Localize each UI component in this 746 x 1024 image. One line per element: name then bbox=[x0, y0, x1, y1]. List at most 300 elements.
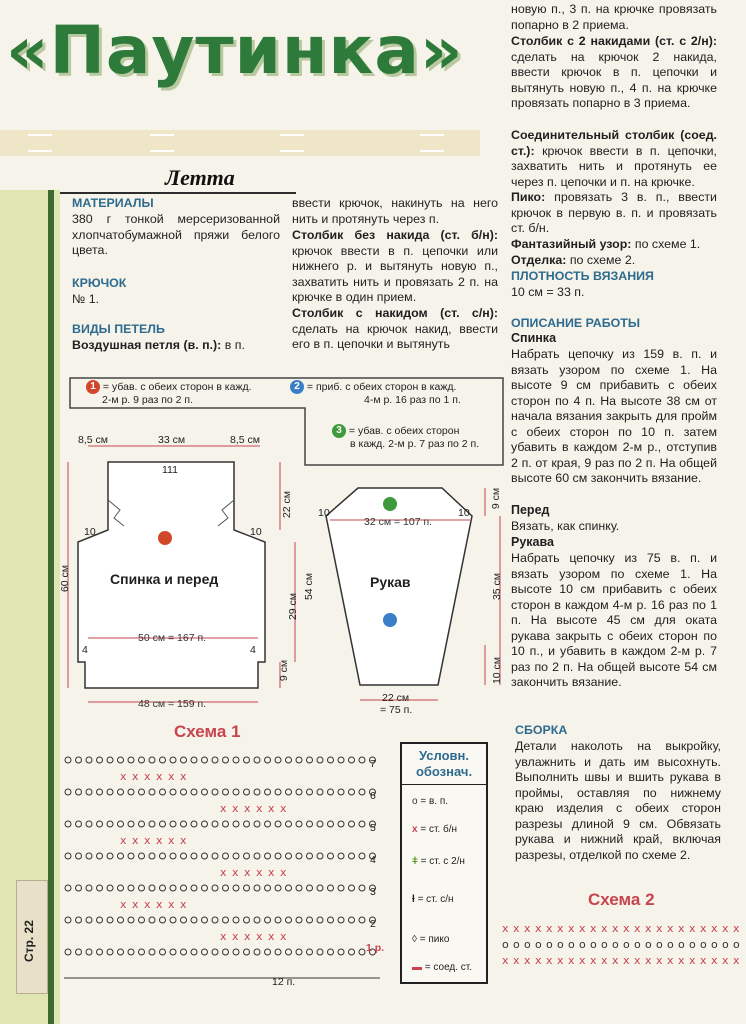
sc-stitch: x bbox=[280, 802, 287, 815]
schema2-stitch: x bbox=[689, 922, 696, 935]
schema2-stitch: x bbox=[601, 954, 608, 967]
chain-stitch bbox=[359, 821, 365, 827]
chain-stitch bbox=[202, 853, 208, 859]
sleeve-dim-22: 22 см bbox=[382, 692, 410, 704]
schema1-row-3: 3 bbox=[370, 886, 376, 898]
chain-stitch bbox=[328, 917, 334, 923]
chain-stitch bbox=[286, 853, 292, 859]
schema2-stitch: x bbox=[634, 922, 641, 935]
chain-stitch bbox=[160, 949, 166, 955]
chain-stitch bbox=[170, 885, 176, 891]
mid-p3-text: сделать на крючок накид, ввести его в п. цепочки и вытянуть bbox=[292, 321, 498, 351]
schema2-stitch: x bbox=[722, 922, 729, 935]
chain-stitch bbox=[223, 757, 229, 763]
sc-stitch: x bbox=[120, 834, 127, 847]
schema2-stitch: o bbox=[612, 938, 619, 951]
sc-stitch: x bbox=[132, 770, 139, 783]
legend-3-text: = убав. с обеих сторон bbox=[348, 424, 460, 437]
sc-stitch: x bbox=[156, 834, 163, 847]
chain-stitch bbox=[317, 853, 323, 859]
chain-stitch bbox=[181, 853, 187, 859]
schema2-stitch: o bbox=[700, 938, 707, 951]
schema2-stitch: x bbox=[678, 954, 685, 967]
chain-stitch bbox=[139, 821, 145, 827]
schema2-stitch: o bbox=[524, 938, 531, 951]
sc-stitch: x bbox=[232, 930, 239, 943]
schema1-row-1: 1 р. bbox=[366, 942, 385, 954]
chain-stitch bbox=[181, 917, 187, 923]
chain-stitch bbox=[254, 757, 260, 763]
chain-stitch bbox=[296, 789, 302, 795]
chain-stitch bbox=[160, 885, 166, 891]
back-front-label: Спинка и перед bbox=[110, 571, 219, 587]
chain-stitch bbox=[275, 949, 281, 955]
schema2-stitch: x bbox=[667, 954, 674, 967]
chain-stitch bbox=[223, 885, 229, 891]
chain-stitch bbox=[275, 757, 281, 763]
chain-stitch bbox=[328, 789, 334, 795]
chain-stitch bbox=[202, 949, 208, 955]
chain-stitch bbox=[97, 853, 103, 859]
author: Летта bbox=[165, 165, 235, 190]
chain-stitch bbox=[139, 757, 145, 763]
chain-stitch bbox=[254, 949, 260, 955]
schema2-stitch: x bbox=[568, 954, 575, 967]
chain-stitch bbox=[118, 789, 124, 795]
schema2-stitch: x bbox=[678, 922, 685, 935]
chain-stitch bbox=[359, 949, 365, 955]
schema2-stitch: x bbox=[645, 922, 652, 935]
legend-2b: 4-м р. 16 раз по 1 п. bbox=[364, 394, 461, 406]
chain-stitch bbox=[118, 885, 124, 891]
sc-stitch: x bbox=[244, 866, 251, 879]
chain-stitch bbox=[128, 885, 134, 891]
chain-stitch bbox=[128, 789, 134, 795]
chain-stitch bbox=[76, 949, 82, 955]
sc-stitch: x bbox=[232, 802, 239, 815]
sleeve-dim-75: = 75 п. bbox=[380, 704, 413, 716]
schema2-stitch: x bbox=[623, 954, 630, 967]
legend-3 bbox=[332, 424, 459, 438]
chain-stitch bbox=[328, 949, 334, 955]
density-text: 10 см = 33 п. bbox=[511, 285, 585, 299]
schema2-stitch: o bbox=[634, 938, 641, 951]
chain-stitch bbox=[349, 821, 355, 827]
schema2-stitch: x bbox=[601, 922, 608, 935]
sym-dc: ƚ = ст. с/н bbox=[412, 894, 454, 905]
chain-stitch bbox=[317, 757, 323, 763]
chain-stitch bbox=[233, 885, 239, 891]
schema1-chart bbox=[60, 748, 390, 988]
legend-1-text: = убав. с обеих сторон в кажд. bbox=[102, 380, 252, 393]
chain-stitch bbox=[128, 821, 134, 827]
schema2-title: Схема 2 bbox=[588, 890, 655, 909]
schema2-stitch: o bbox=[711, 938, 718, 951]
chain-stitch bbox=[307, 853, 313, 859]
chain-stitch bbox=[233, 821, 239, 827]
sc-stitch: x bbox=[244, 802, 251, 815]
mid-p3-bold: Столбик с накидом (ст. с/н): bbox=[292, 306, 498, 320]
chain-stitch bbox=[317, 885, 323, 891]
chain-stitch bbox=[338, 853, 344, 859]
chain-stitch bbox=[65, 917, 71, 923]
chain-stitch bbox=[286, 885, 292, 891]
schema2-stitch: x bbox=[634, 954, 641, 967]
chain-stitch bbox=[128, 853, 134, 859]
chain-stitch bbox=[160, 821, 166, 827]
chain-stitch bbox=[275, 917, 281, 923]
n4-left: 4 bbox=[82, 644, 88, 656]
chain-stitch bbox=[349, 917, 355, 923]
schema1-row-4: 4 bbox=[370, 854, 376, 866]
sym-chain-text: = в. п. bbox=[420, 796, 449, 807]
chain-stitch bbox=[233, 853, 239, 859]
chain-stitch bbox=[265, 917, 271, 923]
front-heading: Перед bbox=[511, 503, 550, 517]
schema2-stitch: x bbox=[546, 922, 553, 935]
schema2-stitch: x bbox=[524, 954, 531, 967]
chain-stitch bbox=[170, 853, 176, 859]
sleeve-n10-right: 10 bbox=[458, 507, 470, 519]
chain-stitch bbox=[149, 917, 155, 923]
chain-stitch bbox=[212, 789, 218, 795]
chain-stitch bbox=[349, 757, 355, 763]
sc-stitch: x bbox=[220, 866, 227, 879]
chain-stitch bbox=[65, 885, 71, 891]
back-text: Набрать цепочку из 159 в. п. и вязать узором по схеме 1. На высоте 9 см прибавить с обеих сторон по 4 п. На высоте 38 см от начала вязания закрыть для пройм с обеих сторон по 10 п. затем убавить в каждом 2-м р., отступив 2 п. от края, 9 раз по 2 п. На общей высоте 60 см закончить вязание. bbox=[511, 347, 717, 485]
sym-chain: o = в. п. bbox=[412, 796, 449, 807]
chain-stitch bbox=[254, 885, 260, 891]
chain-stitch bbox=[191, 917, 197, 923]
chain-stitch bbox=[191, 885, 197, 891]
chain-stitch bbox=[233, 789, 239, 795]
schema2-stitch: x bbox=[667, 922, 674, 935]
materials-heading: МАТЕРИАЛЫ bbox=[72, 196, 154, 210]
back-heading: Спинка bbox=[511, 331, 557, 345]
chain-stitch bbox=[212, 853, 218, 859]
dim-8-5-a: 8,5 см bbox=[78, 434, 108, 446]
chain-stitch bbox=[86, 917, 92, 923]
sc-stitch: x bbox=[280, 930, 287, 943]
chain-stitch bbox=[170, 949, 176, 955]
sc-stitch: x bbox=[256, 802, 263, 815]
dim-8-5-b: 8,5 см bbox=[230, 434, 260, 446]
sc-stitch: x bbox=[168, 770, 175, 783]
chain-stitch bbox=[97, 917, 103, 923]
right-p6-bold: Отделка: bbox=[511, 253, 567, 267]
schema1-title: Схема 1 bbox=[174, 722, 241, 741]
chain-stitch bbox=[349, 853, 355, 859]
schema2-stitch: o bbox=[689, 938, 696, 951]
schema2-stitch: x bbox=[733, 954, 740, 967]
schema2-stitch: x bbox=[711, 922, 718, 935]
schema1-row-7: 7 bbox=[370, 758, 376, 770]
sym-picot-text: = пико bbox=[419, 934, 450, 945]
schema2-stitch: x bbox=[700, 922, 707, 935]
work-heading: ОПИСАНИЕ РАБОТЫ bbox=[511, 316, 640, 330]
chain-stitch bbox=[212, 885, 218, 891]
chain-stitch bbox=[223, 821, 229, 827]
sc-stitch: x bbox=[132, 834, 139, 847]
chain-stitch bbox=[86, 885, 92, 891]
chain-stitch bbox=[97, 821, 103, 827]
chain-stitch bbox=[76, 757, 82, 763]
right-p2-bold: Столбик с 2 накидами (ст. с 2/н): bbox=[511, 34, 717, 48]
chain-stitch bbox=[307, 949, 313, 955]
n4-right: 4 bbox=[250, 644, 256, 656]
chain-stitch bbox=[244, 885, 250, 891]
chain-stitch bbox=[76, 885, 82, 891]
dim-50: 50 см = 167 п. bbox=[138, 632, 207, 644]
schema2-stitch: x bbox=[579, 954, 586, 967]
page-title: «Паутинка» bbox=[6, 12, 464, 89]
chain-stitch bbox=[265, 821, 271, 827]
chain-stitch bbox=[244, 853, 250, 859]
chain-stitch bbox=[359, 917, 365, 923]
chain-stitch bbox=[223, 789, 229, 795]
schema2-stitch: o bbox=[502, 938, 509, 951]
chain-stitch bbox=[149, 853, 155, 859]
sc-stitch: x bbox=[132, 898, 139, 911]
chain-stitch bbox=[65, 789, 71, 795]
chain-stitch bbox=[307, 885, 313, 891]
chain-stitch bbox=[233, 917, 239, 923]
chain-stitch bbox=[76, 789, 82, 795]
schema2-stitch: x bbox=[513, 922, 520, 935]
schema2-stitch: x bbox=[623, 922, 630, 935]
schema2-stitch: o bbox=[667, 938, 674, 951]
schema2-stitch: x bbox=[502, 922, 509, 935]
materials-text: 380 г тонкой мерсеризованной хлопчатобумажной пряжи белого цвета. bbox=[72, 212, 280, 257]
chain-stitch bbox=[359, 853, 365, 859]
chain-stitch bbox=[107, 917, 113, 923]
chain-stitch bbox=[286, 789, 292, 795]
sleeve-dim-10: 10 см bbox=[491, 656, 504, 685]
chain-stitch bbox=[223, 853, 229, 859]
chain-stitch bbox=[160, 853, 166, 859]
schema2-stitch: x bbox=[535, 922, 542, 935]
sym-dtr-text: = ст. с 2/н bbox=[420, 856, 465, 867]
legend-2-text: = приб. с обеих сторон в кажд. bbox=[306, 380, 457, 393]
chain-stitch bbox=[97, 885, 103, 891]
sc-stitch: x bbox=[168, 834, 175, 847]
chain-stitch bbox=[244, 821, 250, 827]
chain-stitch bbox=[65, 757, 71, 763]
chain-stitch bbox=[181, 757, 187, 763]
sym-dtr: ǂ = ст. с 2/н bbox=[412, 856, 465, 867]
chain-stitch bbox=[254, 821, 260, 827]
schema2-stitch: o bbox=[623, 938, 630, 951]
mid-p2-text: крючок ввести в п. цепочки или нижнего р. и вытянуть новую п., захватить нить и провязать 2 п. на крючке в один прием. bbox=[292, 243, 498, 304]
sc-stitch: x bbox=[268, 802, 275, 815]
sc-stitch: x bbox=[220, 802, 227, 815]
chain-stitch bbox=[118, 821, 124, 827]
chain-stitch bbox=[149, 885, 155, 891]
chain-stitch bbox=[149, 821, 155, 827]
chain-stitch bbox=[317, 949, 323, 955]
chain-stitch bbox=[170, 821, 176, 827]
mid-p2-bold: Столбик без накида (ст. б/н): bbox=[292, 228, 498, 242]
legend-3b: в кажд. 2-м р. 7 раз по 2 п. bbox=[350, 438, 480, 450]
chain-stitch bbox=[307, 917, 313, 923]
schema2-stitch: o bbox=[546, 938, 553, 951]
chain-stitch bbox=[191, 949, 197, 955]
chain-stitch bbox=[97, 949, 103, 955]
chain-stitch bbox=[317, 821, 323, 827]
chain-stitch bbox=[76, 853, 82, 859]
chain-stitch bbox=[65, 949, 71, 955]
schema2-stitch: x bbox=[711, 954, 718, 967]
schema2-stitch: o bbox=[535, 938, 542, 951]
assembly-text: Детали наколоть на выкройку, увлажнить и дать им высохнуть. Выполнить швы и вшить рукава в проймы, оставляя по нижнему краю изделия с обеих сторон разрезы длиной 9 см. Обвязать рукава и нижний край, включая разрезы, отделкой по схеме 2. bbox=[515, 739, 721, 862]
chain-stitch bbox=[170, 757, 176, 763]
assembly-heading: СБОРКА bbox=[515, 723, 568, 737]
symbols-legend bbox=[400, 742, 488, 984]
chain-stitch bbox=[328, 853, 334, 859]
right-p3-text: крючок ввести в п. цепочки, захватить нить и протянуть ее через п. цепочки и п. на крючке. bbox=[511, 143, 717, 189]
chain-stitch bbox=[359, 789, 365, 795]
sc-stitch: x bbox=[232, 866, 239, 879]
chain-stitch bbox=[244, 789, 250, 795]
chain-stitch bbox=[296, 757, 302, 763]
chain-stitch bbox=[338, 885, 344, 891]
chain-stitch bbox=[338, 917, 344, 923]
chain-stitch bbox=[317, 789, 323, 795]
dim-48: 48 см = 159 п. bbox=[138, 698, 207, 710]
chain-stitch bbox=[86, 789, 92, 795]
chain-stitch bbox=[212, 821, 218, 827]
sym-slst: ▬ = соед. ст. bbox=[412, 962, 473, 973]
chain-stitch bbox=[233, 757, 239, 763]
chain-stitch bbox=[296, 821, 302, 827]
chain-stitch bbox=[349, 789, 355, 795]
right-p6-text: по схеме 2. bbox=[569, 253, 636, 267]
hook-text: № 1. bbox=[72, 292, 100, 306]
right-p5-bold: Фантазийный узор: bbox=[511, 237, 632, 251]
schema2-stitch: x bbox=[656, 954, 663, 967]
chain-stitch bbox=[86, 853, 92, 859]
dim-33: 33 см bbox=[158, 434, 186, 446]
schema2-stitch: x bbox=[645, 954, 652, 967]
n10-left: 10 bbox=[84, 526, 96, 538]
marker-2-icon: 2 bbox=[290, 380, 304, 394]
chain-stitch bbox=[359, 885, 365, 891]
schema2-stitch: o bbox=[733, 938, 740, 951]
schema2-chart bbox=[498, 916, 742, 976]
schema2-stitch: x bbox=[568, 922, 575, 935]
chain-stitch bbox=[86, 949, 92, 955]
chain-stitch bbox=[275, 789, 281, 795]
schema2-stitch: x bbox=[557, 922, 564, 935]
chain-stitch bbox=[244, 949, 250, 955]
dim-60: 60 см bbox=[59, 564, 72, 593]
sc-stitch: x bbox=[220, 930, 227, 943]
chain-stitch bbox=[181, 821, 187, 827]
symbols-heading: Условн. обознач. bbox=[415, 748, 473, 779]
chain-stitch bbox=[265, 757, 271, 763]
schema2-stitch: x bbox=[502, 954, 509, 967]
chain-stitch bbox=[97, 789, 103, 795]
chain-stitch bbox=[286, 757, 292, 763]
front-text: Вязать, как спинку. bbox=[511, 519, 620, 533]
chain-stitch bbox=[107, 821, 113, 827]
chain-stitch bbox=[128, 949, 134, 955]
legend-2 bbox=[290, 380, 456, 394]
sleeve-dim-32: 32 см = 107 п. bbox=[364, 516, 433, 528]
sc-stitch: x bbox=[180, 898, 187, 911]
chain-stitch bbox=[118, 853, 124, 859]
chain-stitch bbox=[160, 917, 166, 923]
right-p5-text: по схеме 1. bbox=[634, 237, 701, 251]
chain-stitch bbox=[265, 789, 271, 795]
chain-stitch bbox=[233, 949, 239, 955]
marker-3-icon: 3 bbox=[332, 424, 346, 438]
hook-heading: КРЮЧОК bbox=[72, 276, 127, 290]
sym-picot: ◊ = пико bbox=[412, 934, 450, 945]
schema2-stitch: o bbox=[722, 938, 729, 951]
chain-stitch bbox=[338, 757, 344, 763]
chain-stitch bbox=[307, 757, 313, 763]
chain-stitch bbox=[212, 949, 218, 955]
chain-stitch bbox=[244, 757, 250, 763]
sc-stitch: x bbox=[256, 866, 263, 879]
chain-stitch bbox=[107, 757, 113, 763]
chain-stitch bbox=[160, 757, 166, 763]
right-p4-bold: Пико: bbox=[511, 190, 546, 204]
schema1-row-2: 2 bbox=[370, 918, 376, 930]
schema2-stitch: x bbox=[722, 954, 729, 967]
chain-stitch bbox=[139, 789, 145, 795]
schema1-repeat: 12 п. bbox=[272, 976, 296, 988]
chain-stitch bbox=[254, 853, 260, 859]
mid-p1: ввести крючок, накинуть на него нить и протянуть через п. bbox=[292, 196, 498, 226]
chain-stitch bbox=[128, 917, 134, 923]
chain-stitch bbox=[191, 821, 197, 827]
chain-stitch bbox=[65, 853, 71, 859]
chain-stitch bbox=[296, 917, 302, 923]
chain-stitch bbox=[202, 885, 208, 891]
chain-stitch bbox=[265, 885, 271, 891]
sc-stitch: x bbox=[120, 770, 127, 783]
chain-stitch bbox=[265, 949, 271, 955]
chain-stitch bbox=[202, 821, 208, 827]
chain-stitch bbox=[107, 949, 113, 955]
sc-stitch: x bbox=[244, 930, 251, 943]
sc-stitch: x bbox=[268, 930, 275, 943]
chain-stitch bbox=[286, 917, 292, 923]
loops-bold: Воздушная петля (в. п.): bbox=[72, 338, 222, 352]
chain-stitch bbox=[107, 853, 113, 859]
schema2-stitch: o bbox=[656, 938, 663, 951]
chain-stitch bbox=[181, 789, 187, 795]
sym-slst-text: = соед. ст. bbox=[424, 962, 473, 973]
chain-stitch bbox=[139, 853, 145, 859]
chain-stitch bbox=[359, 757, 365, 763]
dim-22: 22 см bbox=[281, 490, 294, 519]
dim-29: 29 см bbox=[287, 592, 300, 621]
chain-stitch bbox=[86, 821, 92, 827]
sleeve-dim-35: 35 см bbox=[491, 572, 504, 601]
loops-rest: в п. bbox=[224, 338, 245, 352]
chain-stitch bbox=[139, 917, 145, 923]
chain-stitch bbox=[223, 949, 229, 955]
chain-stitch bbox=[65, 821, 71, 827]
schema2-stitch: o bbox=[590, 938, 597, 951]
schema2-stitch: o bbox=[601, 938, 608, 951]
chain-stitch bbox=[338, 789, 344, 795]
chain-stitch bbox=[118, 757, 124, 763]
chain-stitch bbox=[265, 853, 271, 859]
